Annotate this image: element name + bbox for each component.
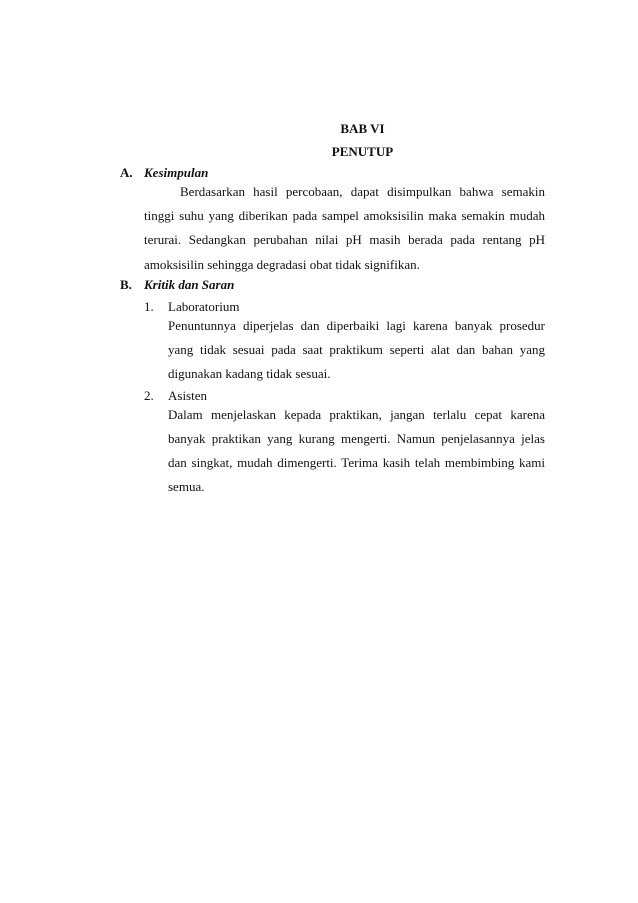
section-title: Kritik dan Saran: [144, 277, 235, 292]
list-item-asisten: [144, 388, 207, 404]
list-item-text-laboratorium: Penuntunnya diperjelas dan diperbaiki lagi karena banyak prosedur yang tidak sesuai pada saat praktikum seperti alat dan bahan yang digunakan kadang tidak sesuai.: [168, 318, 545, 381]
section-letter: A.: [120, 165, 133, 180]
conclusion-paragraph: [144, 180, 545, 277]
section-heading-kritik-saran: [120, 277, 234, 293]
list-item-title: Asisten: [168, 388, 207, 403]
chapter-number: BAB VI: [340, 121, 385, 136]
conclusion-text: Berdasarkan hasil percobaan, dapat disimpulkan bahwa semakin tinggi suhu yang diberikan pada sampel amoksisilin maka semakin mudah terurai. Sedangkan perubahan nilai pH masih berada pada rentang pH amoksisilin sehingga degradasi obat tidak signifikan.: [144, 184, 545, 272]
list-item-laboratorium: [144, 299, 239, 315]
list-item-text-asisten: Dalam menjelaskan kepada praktikan, jangan terlalu cepat karena banyak praktikan yang kurang mengerti. Namun penjelasannya jelas dan singkat, mudah dimengerti. Terima kasih telah membimbing kami semua.: [168, 407, 545, 494]
section-letter: B.: [120, 277, 132, 292]
list-item-number: 1.: [144, 299, 154, 314]
chapter-title: PENUTUP: [331, 144, 394, 159]
section-title: Kesimpulan: [144, 165, 209, 180]
list-item-title: Laboratorium: [168, 299, 240, 314]
list-item-number: 2.: [144, 388, 154, 403]
section-heading-kesimpulan: [120, 165, 208, 181]
